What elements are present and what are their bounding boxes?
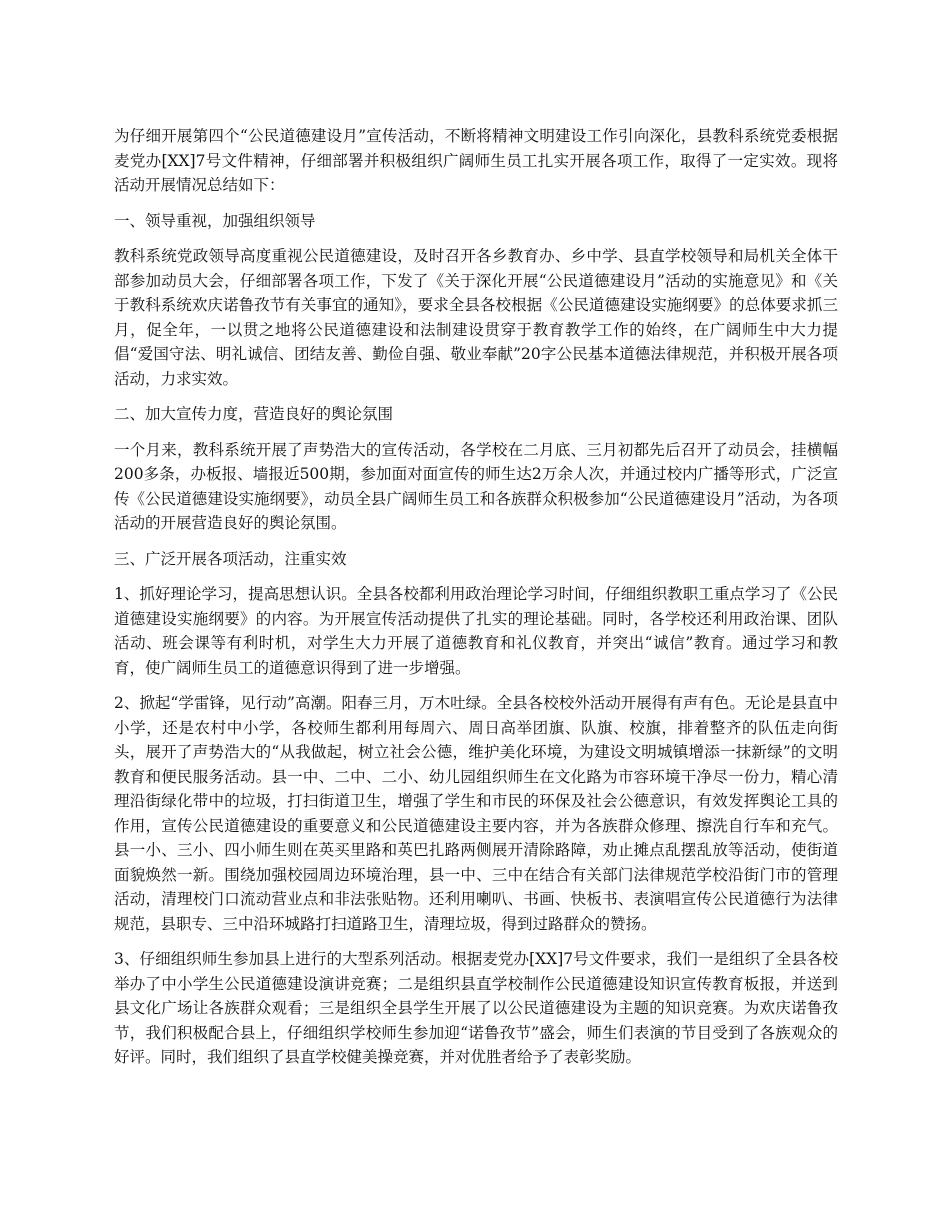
section-3-heading: 三、广泛开展各项活动，注重实效 (114, 549, 347, 568)
section-1-paragraph: 教科系统党政领导高度重视公民道德建设，及时召开各乡教育办、乡中学、县直学校领导和局机关全体干部参加动员大会，仔细部署各项工作，下发了《关于深化开展“公民道德建设月”活动的实施意见》和《关于教科系统欢庆诺鲁孜节有关事宜的通知》，要求全县各校根据《公民道德建设实施纲要》的总体要求抓三月，促全年，一以贯之地将公民道德建设和法制建设贯穿于教育教学工作的始终，在广阔师生中大力提倡“爱国守法、明礼诚信、团结友善、勤俭自强、敬业奉献”20字公民基本道德法律规范，并积极开展各项活动，力求实效。 (114, 247, 838, 388)
section-3-item-2: 2、掀起“学雷锋，见行动”高潮。阳春三月，万木吐绿。全县各校校外活动开展得有声有色。无论是县直中小学，还是农村中小学，各校师生都利用每周六、周日高举团旗、队旗、校旗，排着整齐的队伍走向街头，展开了声势浩大的“从我做起，树立社会公德，维护美化环境，为建设文明城镇增添一抹新绿”的文明教育和便民服务活动。县一中、二中、二小、幼儿园组织师生在文化路为市容环境干净尽一份力，精心清理沿街绿化带中的垃圾，打扫街道卫生，增强了学生和市民的环保及社会公德意识，有效发挥舆论工具的作用，宣传公民道德建设的重要意义和公民道德建设主要内容，并为各族群众修理、擦洗自行车和充气。县一小、三小、四小师生则在英买里路和英巴扎路两侧展开清除路障，劝止摊点乱摆乱放等活动，使街道面貌焕然一新。围绕加强校园周边环境治理，县一中、三中在结合有关部门法律规范学校沿街门市的管理活动，清理校门口流动营业点和非法张贴物。还利用喇叭、书画、快板书、表演唱宣传公民道德行为法律规范，县职专、三中沿环城路打扫道路卫生，清理垃圾，得到过路群众的赞扬。 (114, 694, 838, 933)
section-2-heading: 二、加大宣传力度，营造良好的舆论氛围 (114, 405, 394, 423)
section-1-heading: 一、领导重视，加强组织领导 (114, 211, 316, 230)
section-3-item-3: 3、仔细组织师生参加县上进行的大型系列活动。根据麦党办[XX]7号文件要求，我们一是组织了全县各校举办了中小学生公民道德建设演讲竞赛；二是组织县直学校制作公民道德建设知识宣传教育板报，并送到县文化广场让各族群众观看；三是组织全县学生开展了以公民道德建设为主题的知识竞赛。为欢庆诺鲁孜节，我们积极配合县上，仔细组织学校师生参加迎“诺鲁孜节”盛会，师生们表演的节目受到了各族观众的好评。同时，我们组织了县直学校健美操竞赛，并对优胜者给予了表彰奖励。 (114, 950, 838, 1066)
section-3-item-1: 1、抓好理论学习，提高思想认识。全县各校都利用政治理论学习时间，仔细组织教职工重点学习了《公民道德建设实施纲要》的内容。为开展宣传活动提供了扎实的理论基础。同时，各学校还利用政治课、团队活动、班会课等有利时机，对学生大力开展了道德教育和礼仪教育，并突出“诚信”教育。通过学习和教育，使广阔师生员工的道德意识得到了进一步增强。 (114, 585, 838, 677)
intro-paragraph: 为仔细开展第四个“公民道德建设月”宣传活动，不断将精神文明建设工作引向深化，县教科系统党委根据麦党办[XX]7号文件精神，仔细部署并积极组织广阔师生员工扎实开展各项工作，取得了一定实效。现将活动开展情况总结如下： (114, 127, 838, 194)
section-2-paragraph: 一个月来，教科系统开展了声势浩大的宣传活动，各学校在二月底、三月初都先后召开了动员会，挂横幅200多条，办板报、墙报近500期，参加面对面宣传的师生达2万余人次，并通过校内广播等形式，广泛宣传《公民道德建设实施纲要》，动员全县广阔师生员工和各族群众积极参加“公民道德建设月”活动，为各项活动的开展营造良好的舆论氛围。 (114, 440, 838, 532)
document-page (114, 124, 838, 1081)
